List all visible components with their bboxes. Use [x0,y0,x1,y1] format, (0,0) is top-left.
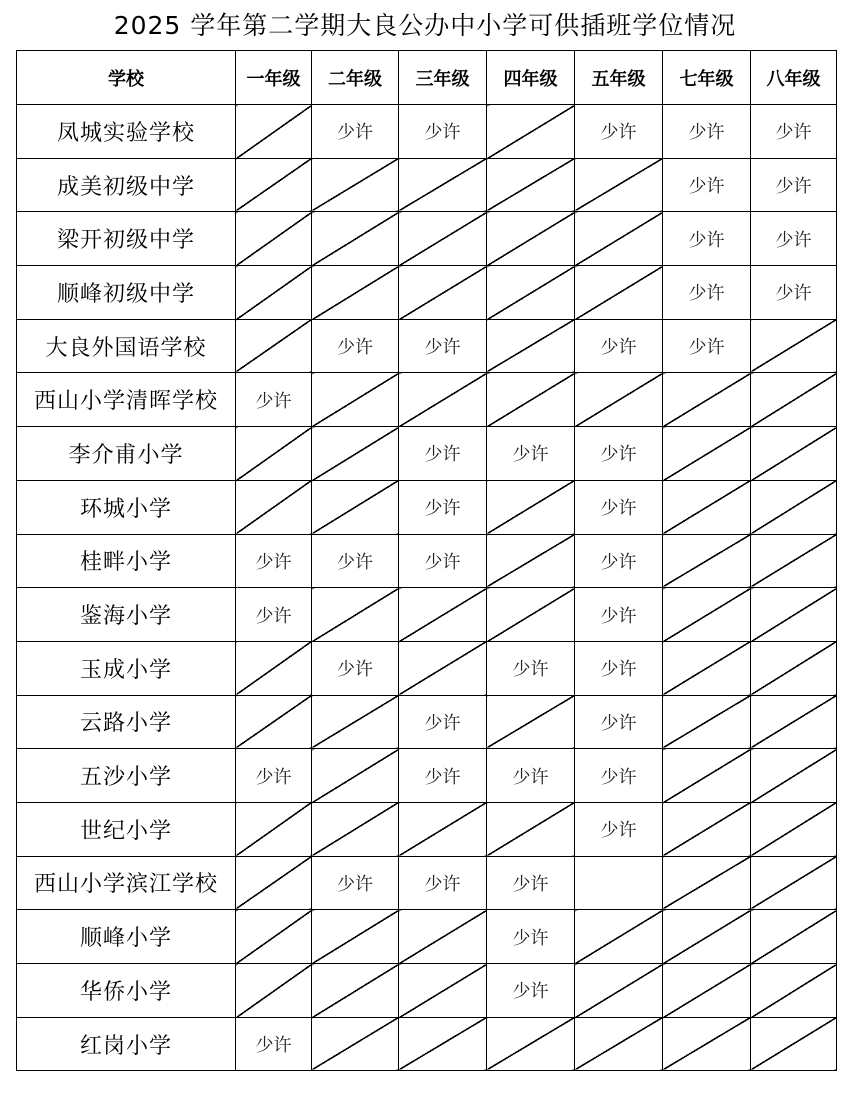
availability-few: 少许 [663,266,751,320]
availability-none-diagonal [663,427,751,481]
availability-none-diagonal [312,1017,399,1071]
availability-none-diagonal [575,212,663,266]
table-row [17,534,837,588]
school-name: 凤城实验学校 [17,105,236,159]
availability-few: 少许 [236,749,312,803]
availability-none-diagonal [312,695,399,749]
availability-none-diagonal [751,910,837,964]
availability-none-diagonal [236,964,312,1018]
school-name: 顺峰初级中学 [17,266,236,320]
availability-few: 少许 [312,105,399,159]
table-row [17,266,837,320]
table-row [17,105,837,159]
column-header-grade: 七年级 [663,51,751,105]
availability-few: 少许 [399,749,487,803]
availability-few: 少许 [487,641,575,695]
availability-none-diagonal [312,427,399,481]
availability-few: 少许 [575,319,663,373]
availability-none-diagonal [663,695,751,749]
availability-none-diagonal [399,373,487,427]
availability-none-diagonal [487,212,575,266]
school-name: 西山小学清晖学校 [17,373,236,427]
availability-few: 少许 [575,641,663,695]
availability-few: 少许 [575,802,663,856]
availability-few: 少许 [575,749,663,803]
availability-none-diagonal [751,588,837,642]
availability-none-diagonal [663,749,751,803]
availability-few: 少许 [312,534,399,588]
availability-none-diagonal [236,641,312,695]
availability-none-diagonal [751,480,837,534]
availability-none-diagonal [663,802,751,856]
availability-none-diagonal [399,964,487,1018]
table-row [17,373,837,427]
column-header-grade: 一年级 [236,51,312,105]
availability-none-diagonal [663,373,751,427]
availability-none-diagonal [663,964,751,1018]
table-row [17,480,837,534]
availability-none-diagonal [236,105,312,159]
availability-none-diagonal [751,802,837,856]
availability-none-diagonal [312,588,399,642]
availability-none-diagonal [663,910,751,964]
availability-none-diagonal [751,427,837,481]
school-name: 桂畔小学 [17,534,236,588]
availability-none-diagonal [236,158,312,212]
column-header-school: 学校 [17,51,236,105]
availability-none-diagonal [312,749,399,803]
table-row [17,964,837,1018]
availability-none-diagonal [487,319,575,373]
availability-few: 少许 [663,158,751,212]
availability-none-diagonal [575,910,663,964]
table-row [17,158,837,212]
school-name: 鉴海小学 [17,588,236,642]
availability-none-diagonal [751,641,837,695]
availability-none-diagonal [236,319,312,373]
availability-none-diagonal [663,856,751,910]
table-row [17,319,837,373]
availability-few: 少许 [575,427,663,481]
availability-none-diagonal [312,158,399,212]
availability-none-diagonal [399,1017,487,1071]
availability-none-diagonal [751,856,837,910]
availability-few: 少许 [575,105,663,159]
availability-none-diagonal [663,480,751,534]
column-header-grade: 八年级 [751,51,837,105]
school-name: 玉成小学 [17,641,236,695]
availability-few: 少许 [751,158,837,212]
availability-none-diagonal [312,266,399,320]
table-row [17,641,837,695]
availability-none-diagonal [312,910,399,964]
availability-none-diagonal [236,212,312,266]
availability-few: 少许 [399,480,487,534]
availability-none-diagonal [575,964,663,1018]
table-row [17,427,837,481]
enrollment-table [16,50,837,1071]
availability-none-diagonal [312,212,399,266]
availability-none-diagonal [751,319,837,373]
availability-few: 少许 [751,266,837,320]
availability-few: 少许 [487,427,575,481]
availability-few: 少许 [487,964,575,1018]
table-row [17,695,837,749]
availability-few: 少许 [751,212,837,266]
table-row [17,910,837,964]
availability-none-diagonal [575,1017,663,1071]
availability-few: 少许 [399,695,487,749]
school-name: 李介甫小学 [17,427,236,481]
column-header-grade: 三年级 [399,51,487,105]
availability-none-diagonal [399,212,487,266]
availability-none-diagonal [487,373,575,427]
availability-none-diagonal [399,802,487,856]
availability-few: 少许 [487,856,575,910]
availability-none-diagonal [399,910,487,964]
availability-few: 少许 [575,695,663,749]
table-row [17,588,837,642]
column-header-grade: 四年级 [487,51,575,105]
availability-none-diagonal [236,856,312,910]
availability-none-diagonal [312,802,399,856]
school-name: 大良外国语学校 [17,319,236,373]
availability-none-diagonal [487,534,575,588]
availability-few: 少许 [663,105,751,159]
school-name: 五沙小学 [17,749,236,803]
availability-few: 少许 [312,641,399,695]
availability-none-diagonal [236,695,312,749]
availability-none-diagonal [663,534,751,588]
availability-none-diagonal [487,588,575,642]
availability-none-diagonal [751,695,837,749]
school-name: 梁开初级中学 [17,212,236,266]
availability-none-diagonal [751,534,837,588]
availability-few: 少许 [312,856,399,910]
availability-few: 少许 [487,749,575,803]
availability-few: 少许 [236,534,312,588]
availability-few: 少许 [663,319,751,373]
availability-none-diagonal [487,266,575,320]
availability-none-diagonal [487,695,575,749]
availability-none-diagonal [663,588,751,642]
table-row [17,749,837,803]
availability-few: 少许 [236,588,312,642]
availability-none-diagonal [399,266,487,320]
availability-none-diagonal [487,105,575,159]
school-name: 红岗小学 [17,1017,236,1071]
availability-none-diagonal [751,1017,837,1071]
availability-none-diagonal [575,266,663,320]
table-row [17,802,837,856]
school-name: 西山小学滨江学校 [17,856,236,910]
page-title: 2025 学年第二学期大良公办中小学可供插班学位情况 [113,11,737,40]
availability-none-diagonal [399,588,487,642]
availability-none-diagonal [236,427,312,481]
availability-none-diagonal [751,964,837,1018]
availability-none-diagonal [663,641,751,695]
availability-few: 少许 [399,534,487,588]
availability-few: 少许 [399,319,487,373]
availability-none-diagonal [312,480,399,534]
availability-few: 少许 [487,910,575,964]
table-header-row [17,51,837,105]
availability-none-diagonal [236,802,312,856]
availability-none-diagonal [575,373,663,427]
availability-none-diagonal [399,158,487,212]
availability-none-diagonal [236,480,312,534]
availability-none-diagonal [487,158,575,212]
school-name: 云路小学 [17,695,236,749]
availability-few: 少许 [236,373,312,427]
school-name: 成美初级中学 [17,158,236,212]
availability-few: 少许 [312,319,399,373]
availability-none-diagonal [487,480,575,534]
availability-none-diagonal [751,749,837,803]
school-name: 华侨小学 [17,964,236,1018]
school-name: 顺峰小学 [17,910,236,964]
availability-few: 少许 [399,856,487,910]
availability-few: 少许 [575,534,663,588]
table-row [17,856,837,910]
availability-none-diagonal [575,158,663,212]
availability-none-diagonal [487,1017,575,1071]
availability-none-diagonal [236,266,312,320]
availability-few: 少许 [575,480,663,534]
column-header-grade: 二年级 [312,51,399,105]
school-name: 世纪小学 [17,802,236,856]
availability-none-diagonal [312,964,399,1018]
availability-few: 少许 [751,105,837,159]
availability-none-diagonal [399,641,487,695]
availability-few: 少许 [663,212,751,266]
availability-none-diagonal [236,910,312,964]
school-name: 环城小学 [17,480,236,534]
availability-few: 少许 [575,588,663,642]
column-header-grade: 五年级 [575,51,663,105]
availability-few: 少许 [399,427,487,481]
availability-blank [575,856,663,910]
availability-none-diagonal [751,373,837,427]
availability-few: 少许 [236,1017,312,1071]
availability-none-diagonal [487,802,575,856]
table-row [17,1017,837,1071]
table-row [17,212,837,266]
table-body [17,105,837,1071]
availability-none-diagonal [663,1017,751,1071]
availability-none-diagonal [312,373,399,427]
availability-few: 少许 [399,105,487,159]
